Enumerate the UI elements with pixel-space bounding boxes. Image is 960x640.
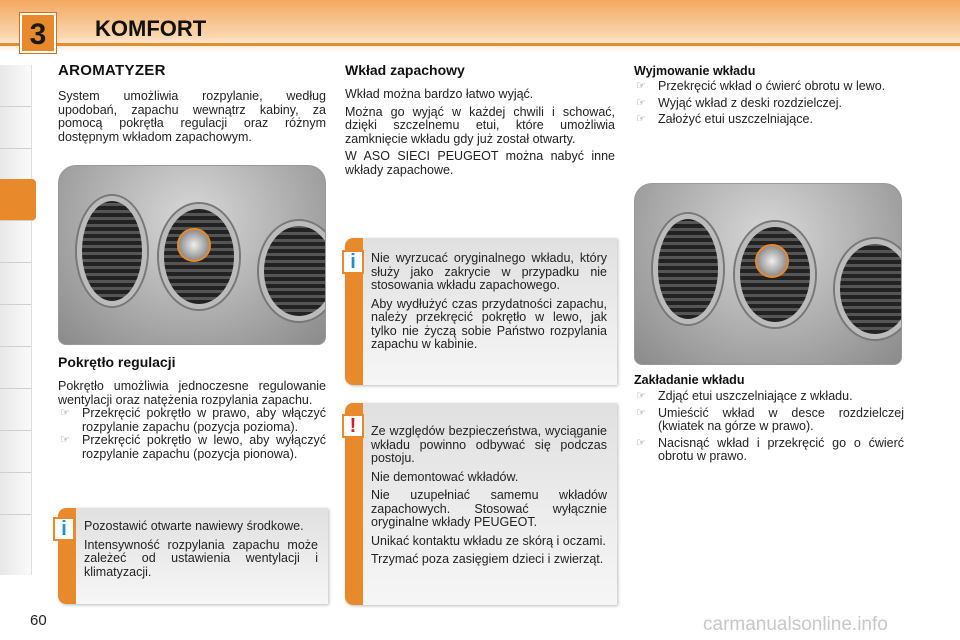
step-item: ☞ Nacisnąć wkład i przekręcić go o ćwierć obrotu w prawo. <box>634 437 904 464</box>
section-heading: AROMATYZER <box>58 62 166 79</box>
chapter-tab[interactable] <box>0 389 31 431</box>
warning-text: Unikać kontaktu wkładu ze skórą i oczami. <box>371 533 606 548</box>
info-text: Nie wyrzucać oryginalnego wkładu, który służy jako zakrycie w przypadku nie stosowania wkładu zapachowego. <box>371 251 607 292</box>
info-text: Aby wydłużyć czas przydatności zapachu, należy przekręcić pokrętło w lewo, jak tylko nie życzą sobie Państwo rozpylania zapachu w kabinie. <box>371 296 607 351</box>
info-text: Pozostawić otwarte nawiewy środkowe. <box>84 519 304 533</box>
warning-text: Ze względów bezpieczeństwa, wyciąganie wkładu powinno odbywać się podczas postoju. <box>371 424 607 465</box>
chapter-tab[interactable] <box>0 107 31 149</box>
chapter-tab[interactable] <box>0 65 31 107</box>
cartridge-photo <box>634 183 902 365</box>
step-item: ☞ Umieścić wkład w desce rozdzielczej (kwiatek na górze w prawo). <box>634 407 904 434</box>
cartridge-text <box>345 88 615 181</box>
watermark: carmanualsonline.info <box>703 614 888 635</box>
step-item: ☞ Założyć etui uszczelniające. <box>634 113 904 127</box>
page-title: KOMFORT <box>95 16 207 41</box>
paragraph: W ASO SIECI PEUGEOT można nabyć inne wkłady zapachowe. <box>345 149 615 177</box>
remove-heading: Wyjmowanie wkładu <box>634 64 756 78</box>
vent-photo <box>58 165 326 345</box>
warning-text: Trzymać poza zasięgiem dzieci i zwierząt. <box>371 552 604 566</box>
insert-steps <box>634 390 904 467</box>
chapter-tab[interactable] <box>0 431 31 473</box>
remove-steps <box>634 80 904 130</box>
bullet-item: ☞ Przekręcić pokrętło w lewo, aby wyłączyć rozpylanie zapachu (pozycja pionowa). <box>58 434 326 461</box>
warning-icon: ! <box>342 414 364 438</box>
chapter-tabs <box>0 65 32 575</box>
chapter-tab-current[interactable] <box>0 179 36 221</box>
step-item: ☞ Wyjąć wkład z deski rozdzielczej. <box>634 97 904 111</box>
warning-text: Nie uzupełniać samemu wkładów zapachowych. Stosować wyłącznie oryginalne wkłady PEUGEOT. <box>371 488 607 529</box>
step-item: ☞ Zdjąć etui uszczelniające z wkładu. <box>634 390 904 404</box>
chapter-tab[interactable] <box>0 305 31 347</box>
info-icon: i <box>53 517 75 541</box>
header-line <box>0 43 960 46</box>
knob-description: Pokrętło umożliwia jednoczesne regulowanie wentylacji oraz natężenia rozpylania zapachu. <box>58 379 326 407</box>
chapter-tab[interactable] <box>0 263 31 305</box>
bullet-item: ☞ Przekręcić pokrętło w prawo, aby włączyć rozpylanie zapachu (pozycja pozioma). <box>58 407 326 434</box>
intro-text: System umożliwia rozpylanie, według upodobań, zapachu wewnątrz kabiny, za pomocą pokrętła regulacji oraz różnym dostępnym wkładom zapachowym. <box>58 89 326 144</box>
warning-box <box>345 403 617 605</box>
chapter-badge: 3 <box>20 13 56 53</box>
chapter-tab[interactable] <box>0 221 31 263</box>
warning-text: Nie demontować wkładów. <box>371 469 519 484</box>
paragraph: Można go wyjąć w każdej chwili i schować, dzięki szczelnemu etui, które umożliwia zamknięcie wkładu gdy już został otwarty. <box>345 104 615 146</box>
section-heading: Wkład zapachowy <box>345 62 465 78</box>
insert-heading: Zakładanie wkładu <box>634 373 745 387</box>
knob-text <box>58 380 326 464</box>
knob-icon <box>177 228 211 262</box>
cartridge-icon <box>755 244 789 278</box>
subsection-heading: Pokrętło regulacji <box>58 354 176 370</box>
info-box <box>345 238 617 385</box>
paragraph: Wkład można bardzo łatwo wyjąć. <box>345 87 534 101</box>
info-text: Intensywność rozpylania zapachu może zależeć od ustawienia wentylacji i klimatyzacji. <box>84 537 318 579</box>
page-number: 60 <box>30 612 47 629</box>
info-box <box>58 508 328 604</box>
info-icon: i <box>342 250 364 274</box>
step-item: ☞ Przekręcić wkład o ćwierć obrotu w lewo. <box>634 80 904 94</box>
chapter-tab[interactable] <box>0 473 31 515</box>
chapter-tab[interactable] <box>0 347 31 389</box>
